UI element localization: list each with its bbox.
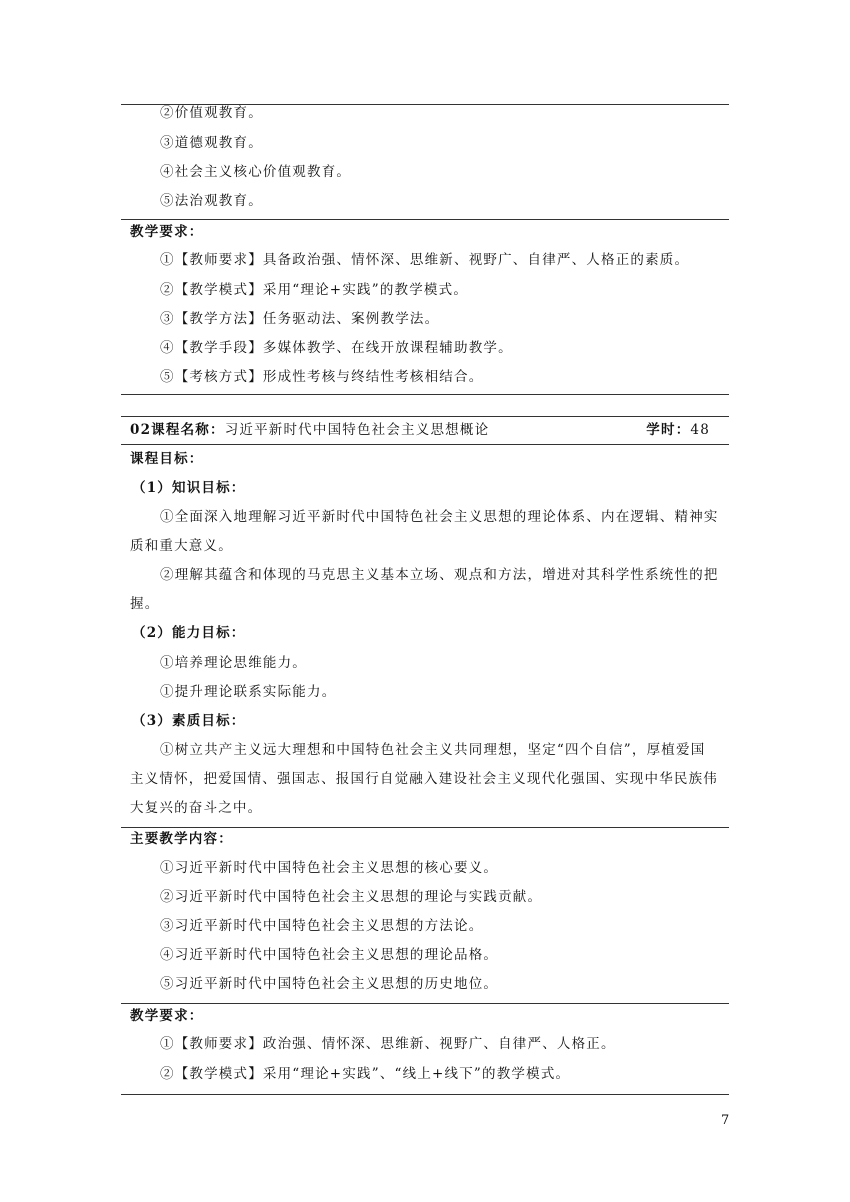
requirement-item: ③【教学方法】任务驱动法、案例教学法。 xyxy=(160,311,440,327)
course-title-row xyxy=(130,419,710,441)
quality-item: ①树立共产主义远大理想和中国特色社会主义共同理想，坚定“四个自信”，厚植爱国 xyxy=(160,742,706,758)
page-number: 7 xyxy=(721,1113,730,1128)
course-hours xyxy=(646,419,710,441)
knowledge-heading: （1）知识目标： xyxy=(132,480,246,496)
requirements-heading: 教学要求： xyxy=(130,224,204,240)
content-item: ⑤法治观教育。 xyxy=(160,193,263,209)
table-rule xyxy=(121,1094,729,1095)
table-rule xyxy=(121,827,729,828)
table-rule xyxy=(121,219,729,220)
knowledge-item: ①全面深入地理解习近平新时代中国特色社会主义思想的理论体系、内在逻辑、精神实 xyxy=(160,509,719,525)
requirement-item: ①【教师要求】政治强、情怀深、思维新、视野广、自律严、人格正。 xyxy=(160,1036,616,1052)
course-name-label: 02课程名称： xyxy=(130,422,225,438)
content-item: ④社会主义核心价值观教育。 xyxy=(160,164,352,180)
requirements-heading: 教学要求： xyxy=(130,1008,204,1024)
objectives-heading: 课程目标： xyxy=(130,451,204,467)
content-item: ②习近平新时代中国特色社会主义思想的理论与实践贡献。 xyxy=(160,889,543,905)
requirement-item: ⑤【考核方式】形成性考核与终结性考核相结合。 xyxy=(160,369,484,385)
requirement-item: ②【教学模式】采用“理论+实践”、“线上+线下”的教学模式。 xyxy=(160,1066,571,1082)
knowledge-item-cont: 质和重大意义。 xyxy=(130,538,233,554)
hours-label: 学时： xyxy=(646,422,691,438)
requirement-item: ④【教学手段】多媒体教学、在线开放课程辅助教学。 xyxy=(160,340,513,356)
quality-item-cont: 大复兴的奋斗之中。 xyxy=(130,800,263,816)
course-name: 习近平新时代中国特色社会主义思想概论 xyxy=(224,422,490,438)
content-item: ③道德观教育。 xyxy=(160,135,263,151)
table-rule xyxy=(121,416,729,417)
table-rule xyxy=(121,444,729,445)
knowledge-item: ②理解其蕴含和体现的马克思主义基本立场、观点和方法，增进对其科学性系统性的把 xyxy=(160,567,719,583)
content-heading: 主要教学内容： xyxy=(130,831,233,847)
knowledge-item-cont: 握。 xyxy=(130,596,160,612)
requirement-item: ①【教师要求】具备政治强、情怀深、思维新、视野广、自律严、人格正的素质。 xyxy=(160,252,690,268)
hours-value: 48 xyxy=(690,422,710,438)
table-rule xyxy=(121,394,729,395)
quality-heading: （3）素质目标： xyxy=(132,713,246,729)
content-item: ③习近平新时代中国特色社会主义思想的方法论。 xyxy=(160,918,484,934)
content-item: ①习近平新时代中国特色社会主义思想的核心要义。 xyxy=(160,860,499,876)
content-item: ⑤习近平新时代中国特色社会主义思想的历史地位。 xyxy=(160,976,499,992)
table-rule xyxy=(121,1003,729,1004)
requirement-item: ②【教学模式】采用“理论+实践”的教学模式。 xyxy=(160,282,469,298)
quality-item-cont: 主义情怀，把爱国情、强国志、报国行自觉融入建设社会主义现代化强国、实现中华民族伟 xyxy=(130,771,718,787)
content-item: ②价值观教育。 xyxy=(160,105,263,121)
content-item: ④习近平新时代中国特色社会主义思想的理论品格。 xyxy=(160,947,499,963)
ability-heading: （2）能力目标： xyxy=(132,625,246,641)
ability-item: ①提升理论联系实际能力。 xyxy=(160,684,337,700)
ability-item: ①培养理论思维能力。 xyxy=(160,655,307,671)
